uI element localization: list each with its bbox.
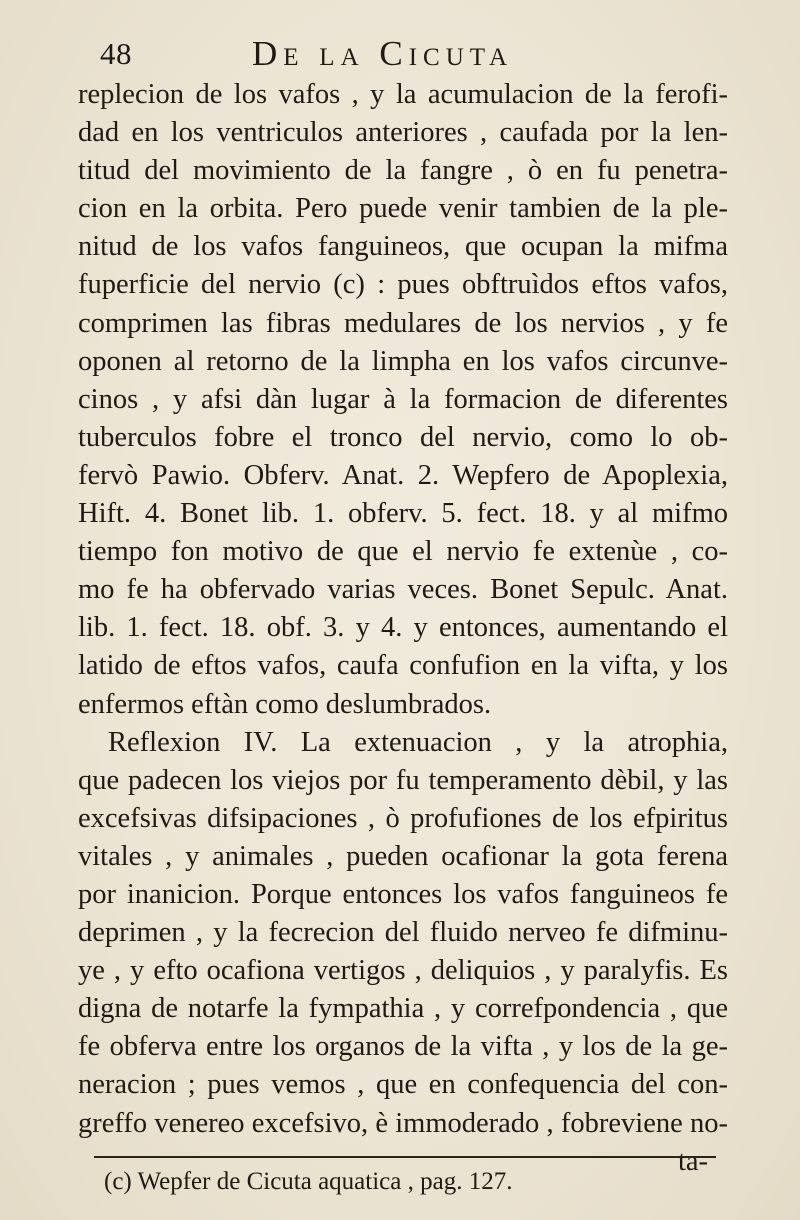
text-line: oponen al retorno de la limpha en los vafos circunve- <box>78 345 728 377</box>
text-line: tiempo fon motivo de que el nervio fe extenùe , co- <box>78 536 728 568</box>
running-title: De la Cicuta <box>252 34 514 73</box>
text-line: vitales , y animales , pueden ocafionar la gota ferena <box>78 840 728 872</box>
page-number: 48 <box>100 36 132 71</box>
text-line: fuperficie del nervio (c) : pues obftruìdos eftos vafos, <box>78 269 728 301</box>
text-line: fervò Pawio. Obferv. Anat. 2. Wepfero de Apoplexia, <box>78 459 728 491</box>
text-line: latido de eftos vafos, caufa confufion en la vifta, y los <box>78 650 728 682</box>
text-line: digna de notarfe la fympathia , y correfpondencia , que <box>78 993 728 1025</box>
text-line: mo fe ha obfervado varias veces. Bonet Sepulc. Anat. <box>78 574 728 606</box>
text-line: deprimen , y la fecrecion del fluido nerveo fe difminu- <box>78 917 728 949</box>
page-header <box>100 30 740 74</box>
catchword: ta- <box>677 1145 708 1177</box>
text-line: cion en la orbita. Pero puede venir tambien de la ple- <box>78 193 728 225</box>
text-line: Hift. 4. Bonet lib. 1. obferv. 5. fect. 18. y al mifmo <box>78 498 728 530</box>
text-line: lib. 1. fect. 18. obf. 3. y 4. y entonces, aumentando el <box>78 612 728 644</box>
text-line: ye , y efto ocafiona vertigos , deliquios , y paralyfis. Es <box>78 955 728 987</box>
text-line: neracion ; pues vemos , que en confequencia del con- <box>78 1069 728 1101</box>
text-line: enfermos eftàn como deslumbrados. <box>78 688 492 720</box>
text-line: Reflexion IV. La extenuacion , y la atrophia, <box>108 726 728 758</box>
text-line: greffo venereo excefsivo, è immoderado , fobreviene no- <box>78 1107 728 1139</box>
footnote-rule <box>94 1156 716 1158</box>
text-line: tuberculos fobre el tronco del nervio, como lo ob- <box>78 421 728 453</box>
footnote: (c) Wepfer de Cicuta aquatica , pag. 127. <box>104 1168 513 1195</box>
body-text <box>78 76 728 1181</box>
text-line: nitud de los vafos fanguineos, que ocupan la mifma <box>78 231 728 263</box>
text-line: replecion de los vafos , y la acumulacion de la ferofi- <box>78 79 728 110</box>
text-line: por inanicion. Porque entonces los vafos fanguineos fe <box>78 878 728 910</box>
text-line: dad en los ventriculos anteriores , caufada por la len- <box>78 117 728 149</box>
text-line: cinos , y afsi dàn lugar à la formacion de diferentes <box>78 383 728 415</box>
text-line: que padecen los viejos por fu temperamento dèbil, y las <box>78 764 728 796</box>
text-line: titud del movimiento de la fangre , ò en fu penetra- <box>78 155 728 187</box>
text-line: excefsivas difsipaciones , ò profufiones de los efpiritus <box>78 802 728 834</box>
text-line: fe obferva entre los organos de la vifta , y los de la ge- <box>78 1031 728 1063</box>
text-line: comprimen las fibras medulares de los nervios , y fe <box>78 307 728 339</box>
